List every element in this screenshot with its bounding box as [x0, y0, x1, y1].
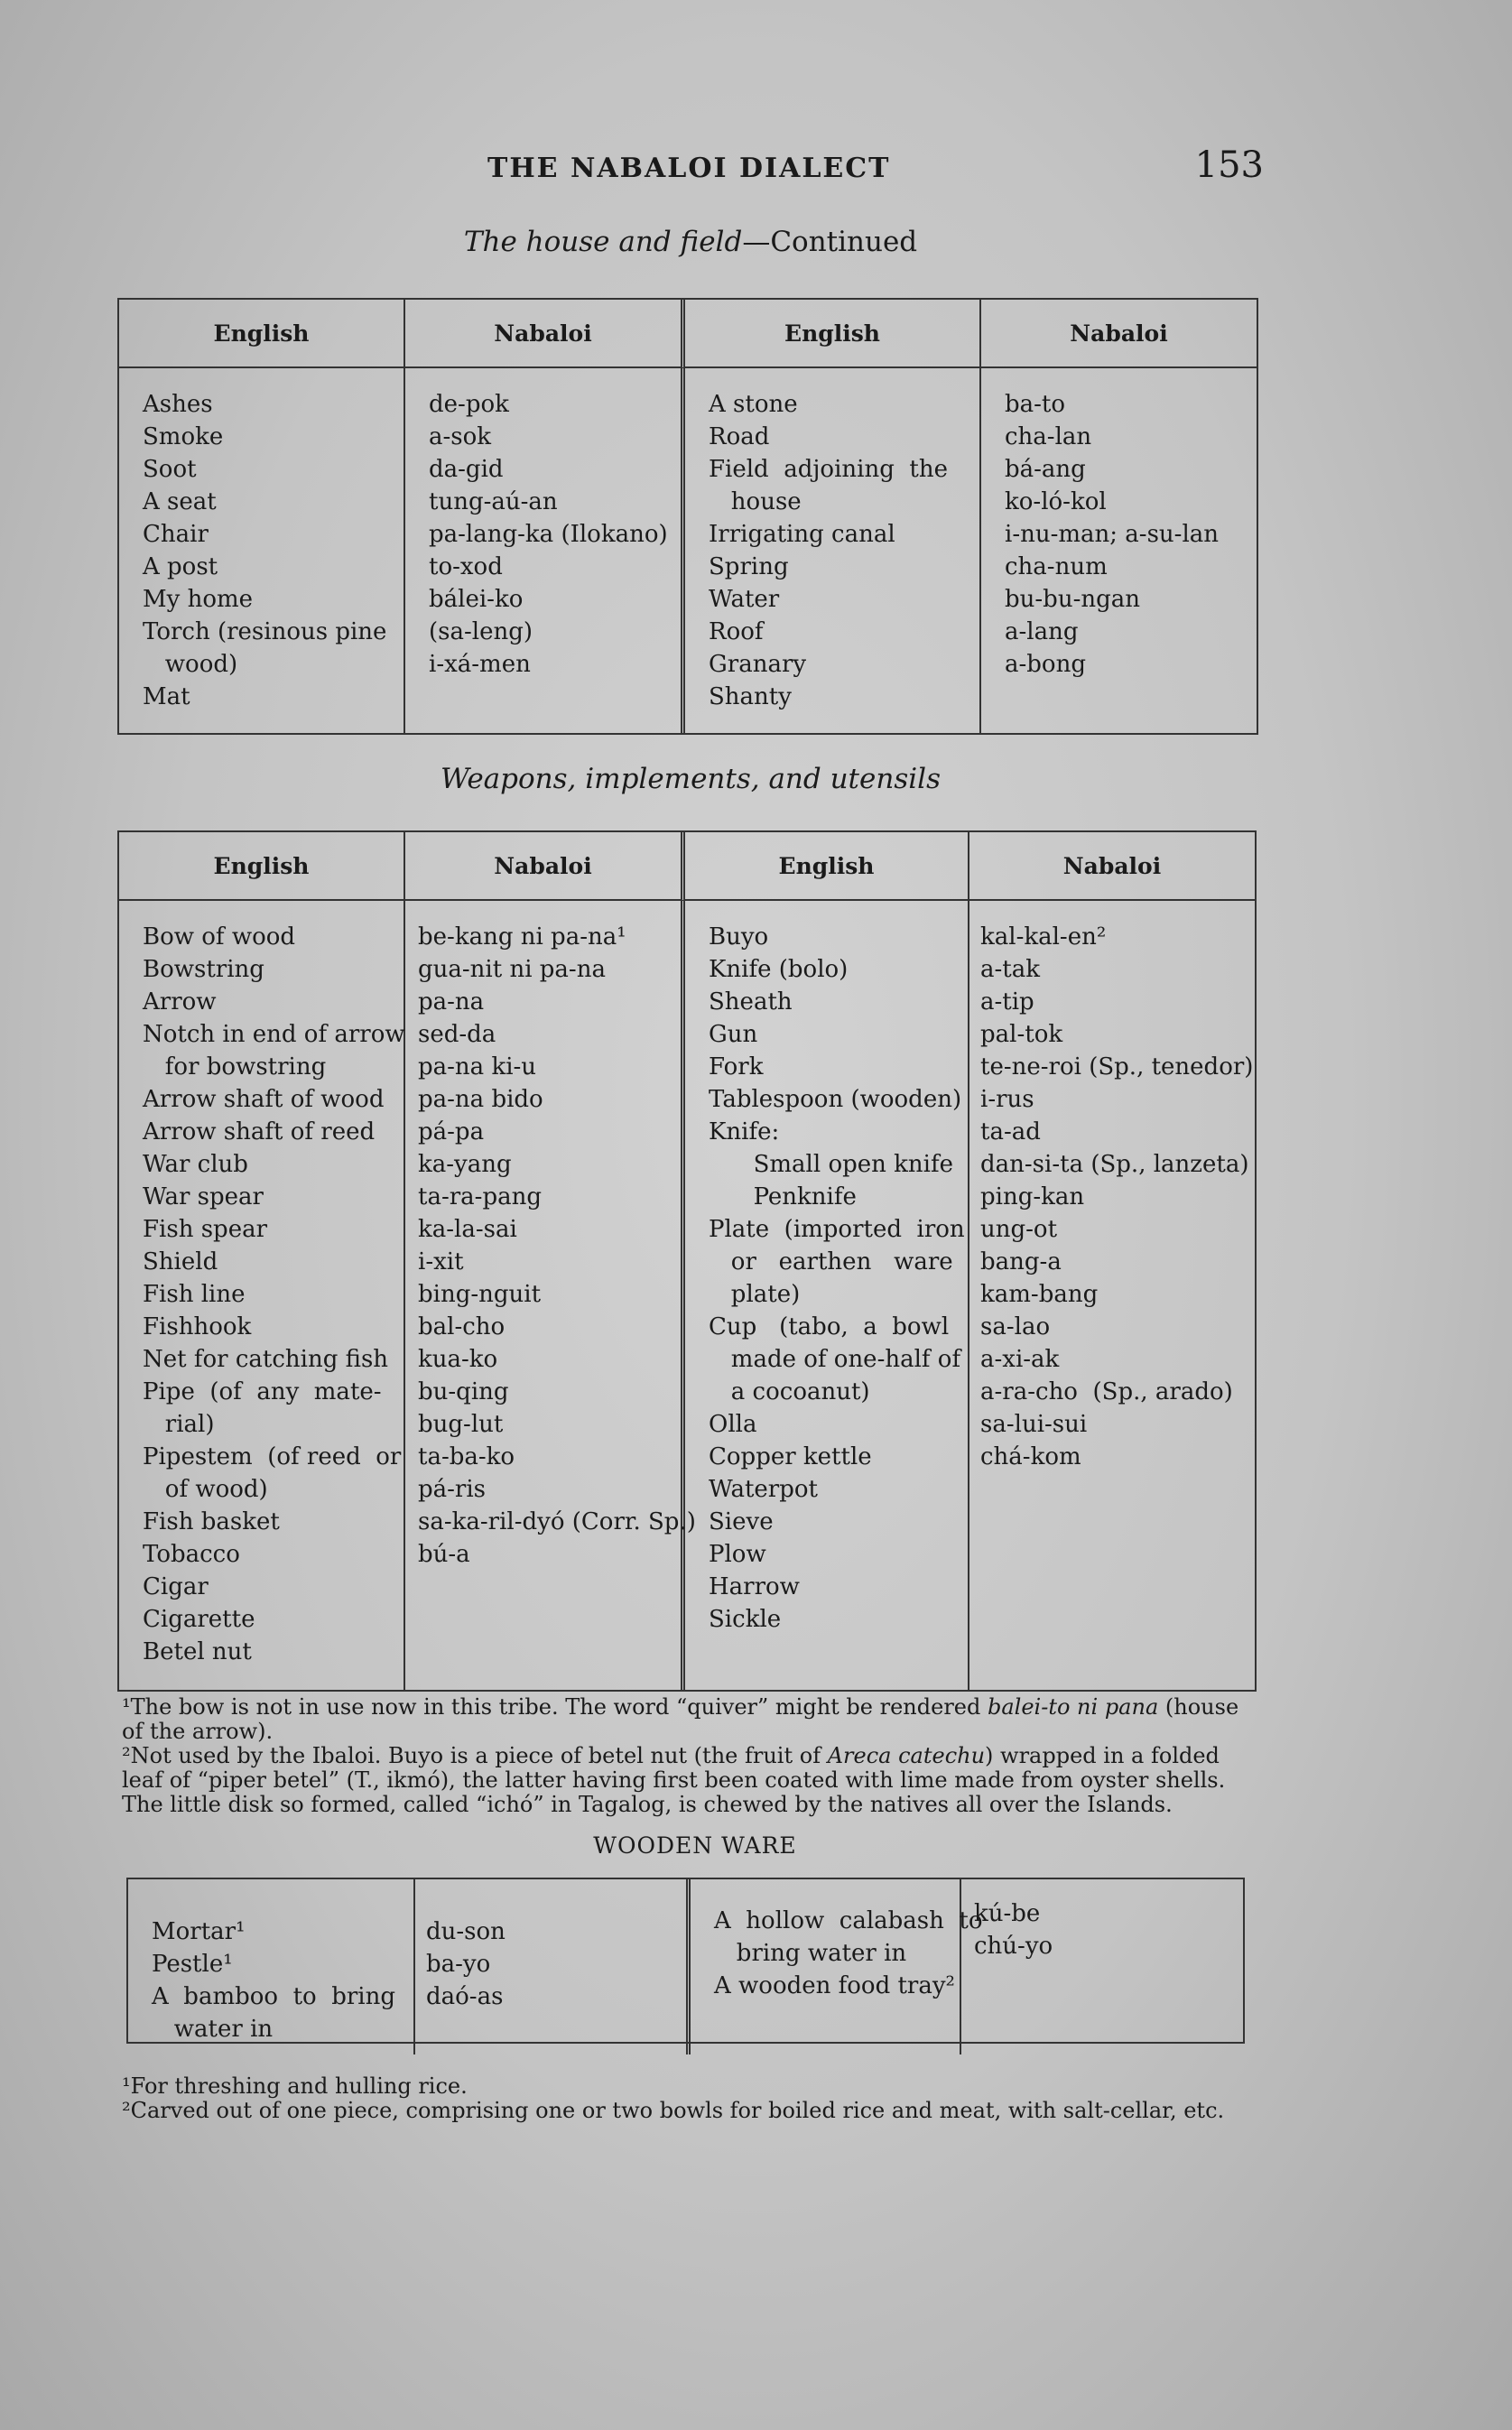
table-cell: Cigarette — [143, 1606, 255, 1633]
table-cell: Penknife — [709, 1183, 857, 1210]
footnote-1: ¹For threshing and hulling rice. — [122, 2073, 468, 2099]
table-cell: bú-a — [418, 1541, 470, 1568]
table-cell: plate) — [709, 1281, 801, 1308]
table-cell: te-ne-roi (Sp., tenedor) — [980, 1053, 1254, 1081]
table-cell: Cigar — [143, 1573, 209, 1600]
table-cell: Plow — [709, 1541, 766, 1568]
table-cell: Bow of wood — [143, 923, 296, 951]
table-cell: Roof — [709, 618, 764, 645]
wooden-ware-table — [126, 1878, 1245, 2044]
table-cell: dan-si-ta (Sp., lanzeta) — [980, 1151, 1249, 1178]
table-cell: i-nu-man; a-su-lan — [1005, 521, 1220, 548]
table-cell: Harrow — [709, 1573, 800, 1600]
table-cell: house — [709, 488, 802, 515]
table-cell: daó-as — [426, 1983, 504, 2010]
table-cell: pa-na ki-u — [418, 1053, 537, 1081]
table-cell: bálei-ko — [429, 586, 524, 613]
house-col-nabaloi-1 — [405, 368, 685, 733]
table-cell: sed-da — [418, 1021, 496, 1048]
table-cell: a-xi-ak — [980, 1346, 1060, 1373]
table-cell: Cup (tabo, a bowl — [709, 1313, 950, 1340]
table-cell: i-rus — [980, 1086, 1034, 1113]
table-cell: a cocoanut) — [709, 1378, 870, 1405]
table-cell: bá-ang — [1005, 456, 1086, 483]
table-cell: Tobacco — [143, 1541, 240, 1568]
table-cell: Sheath — [709, 988, 793, 1016]
header-nabaloi: Nabaloi — [405, 832, 685, 901]
table-cell: ka-la-sai — [418, 1216, 517, 1243]
table-cell: My home — [143, 586, 254, 613]
table-cell: Spring — [709, 553, 789, 580]
table-cell: Chair — [143, 521, 209, 548]
table-cell: Mat — [143, 683, 190, 710]
table-cell: Waterpot — [709, 1476, 818, 1503]
house-col-nabaloi-2 — [981, 368, 1257, 733]
table-cell: a-lang — [1005, 618, 1079, 645]
table-cell: du-son — [426, 1918, 506, 1945]
table-cell: (sa-leng) — [429, 618, 533, 645]
table-cell: cha-num — [1005, 553, 1108, 580]
table-cell: Pestle¹ — [152, 1951, 233, 1978]
table-cell: War club — [143, 1151, 248, 1178]
weapons-col-nabaloi-2 — [969, 901, 1255, 1690]
table-cell: sa-ka-ril-dyó (Corr. Sp.) — [418, 1508, 696, 1535]
header-english: English — [119, 300, 405, 368]
table-cell: pa-na bido — [418, 1086, 543, 1113]
table-cell: Smoke — [143, 423, 224, 450]
house-table — [117, 298, 1258, 735]
table-cell: cha-lan — [1005, 423, 1092, 450]
footnote-2: ²Not used by the Ibaloi. Buyo is a piece of betel nut (the fruit of Areca catechu) wrapped in a folded leaf of “piper betel” (T., ikmó), the latter having first been coated with lime made from oyster shells. The little disk so formed, called “ichó” in Tagalog, is chewed by the natives all over the Islands. — [122, 1743, 1226, 1817]
table-cell: Field adjoining the — [709, 456, 948, 483]
house-col-english-1 — [119, 368, 405, 733]
table-cell: Shanty — [709, 683, 792, 710]
table-cell: Irrigating canal — [709, 521, 895, 548]
table-cell: kam-bang — [980, 1281, 1099, 1308]
table-cell: Shield — [143, 1248, 218, 1275]
table-cell: bu-qing — [418, 1378, 509, 1405]
table-cell: Gun — [709, 1021, 758, 1048]
weapons-table — [117, 830, 1257, 1692]
table-cell: ba-to — [1005, 391, 1066, 418]
house-caption: The house and field—Continued — [463, 226, 918, 258]
table-cell: ping-kan — [980, 1183, 1085, 1210]
table-cell: ung-ot — [980, 1216, 1058, 1243]
table-cell: Arrow shaft of reed — [143, 1118, 376, 1145]
table-cell: Sieve — [709, 1508, 774, 1535]
header-english: English — [685, 300, 981, 368]
table-cell: gua-nit ni pa-na — [418, 956, 606, 983]
table-cell: bu-bu-ngan — [1005, 586, 1140, 613]
table-cell: Net for catching fish — [143, 1346, 389, 1373]
table-cell: Small open knife — [709, 1151, 953, 1178]
weapons-footnotes — [122, 1695, 1250, 1817]
table-cell: bug-lut — [418, 1411, 504, 1438]
table-cell: Betel nut — [143, 1638, 252, 1665]
weapons-caption: Weapons, implements, and utensils — [441, 763, 941, 795]
table-cell: bing-nguit — [418, 1281, 542, 1308]
table-cell: bang-a — [980, 1248, 1062, 1275]
table-cell: Ashes — [143, 391, 213, 418]
table-cell: de-pok — [429, 391, 509, 418]
table-cell: sa-lao — [980, 1313, 1051, 1340]
table-cell: A seat — [143, 488, 217, 515]
table-cell: pa-lang-ka (Ilokano) — [429, 521, 668, 548]
table-cell: kú-be — [974, 1900, 1041, 1927]
table-cell: bal-cho — [418, 1313, 506, 1340]
table-cell: tung-aú-an — [429, 488, 558, 515]
header-english: English — [119, 832, 405, 901]
table-cell: Arrow — [143, 988, 217, 1016]
weapons-col-nabaloi-1 — [405, 901, 696, 1690]
table-cell: a-bong — [1005, 651, 1086, 678]
table-cell: Fish line — [143, 1281, 246, 1308]
wooden-footnotes — [122, 2074, 1246, 2123]
table-cell: A post — [143, 553, 218, 580]
table-cell: Notch in end of arrow — [143, 1021, 405, 1048]
table-cell: A wooden food tray² — [714, 1972, 955, 1999]
table-cell: ta-ad — [980, 1118, 1041, 1145]
table-cell: pá-pa — [418, 1118, 485, 1145]
table-cell: Pipestem (of reed or — [143, 1443, 402, 1470]
table-cell: ka-yang — [418, 1151, 512, 1178]
weapons-col-english-2 — [685, 901, 969, 1690]
table-cell: a-tip — [980, 988, 1034, 1016]
table-cell: wood) — [143, 651, 238, 678]
table-cell: Plate (imported iron — [709, 1216, 965, 1243]
table-cell: ta-ra-pang — [418, 1183, 542, 1210]
table-cell: sa-lui-sui — [980, 1411, 1088, 1438]
table-cell: Fish spear — [143, 1216, 268, 1243]
table-cell: chú-yo — [974, 1933, 1053, 1960]
table-cell: Soot — [143, 456, 197, 483]
wooden-col-nabaloi-1 — [415, 1879, 691, 2054]
table-cell: Knife: — [709, 1118, 780, 1145]
table-cell: A hollow calabash to — [714, 1907, 983, 1934]
table-cell: Copper kettle — [709, 1443, 872, 1470]
table-cell: Fork — [709, 1053, 764, 1081]
table-cell: pa-na — [418, 988, 485, 1016]
table-cell: da-gid — [429, 456, 504, 483]
table-cell: ko-ló-kol — [1005, 488, 1107, 515]
table-cell: be-kang ni pa-na¹ — [418, 923, 626, 951]
table-cell: Pipe (of any mate- — [143, 1378, 382, 1405]
table-cell: A stone — [709, 391, 798, 418]
table-cell: a-ra-cho (Sp., arado) — [980, 1378, 1233, 1405]
table-cell: water in — [152, 2016, 274, 2043]
table-cell: chá-kom — [980, 1443, 1081, 1470]
header-nabaloi: Nabaloi — [405, 300, 685, 368]
table-cell: ba-yo — [426, 1951, 491, 1978]
wooden-ware-title: WOODEN WARE — [593, 1832, 797, 1859]
table-cell: pal-tok — [980, 1021, 1063, 1048]
table-cell: Bowstring — [143, 956, 264, 983]
table-cell: a-sok — [429, 423, 492, 450]
wooden-col-english-2 — [691, 1879, 983, 2054]
house-col-english-2 — [685, 368, 981, 733]
page-number: 153 — [1194, 144, 1264, 186]
table-cell: rial) — [143, 1411, 215, 1438]
header-nabaloi: Nabaloi — [969, 832, 1255, 901]
table-cell: Road — [709, 423, 770, 450]
table-cell: kua-ko — [418, 1346, 498, 1373]
table-cell: i-xá-men — [429, 651, 531, 678]
footnote-1: ¹The bow is not in use now in this tribe. The word “quiver” might be rendered balei-to ni pana (house of the arrow). — [122, 1694, 1239, 1744]
table-cell: A bamboo to bring — [152, 1983, 395, 2010]
table-cell: Sickle — [709, 1606, 782, 1633]
table-cell: a-tak — [980, 956, 1040, 983]
table-cell: Knife (bolo) — [709, 956, 849, 983]
table-cell: made of one-half of — [709, 1346, 961, 1373]
table-cell: Buyo — [709, 923, 769, 951]
table-cell: Granary — [709, 651, 807, 678]
table-cell: Tablespoon (wooden) — [709, 1086, 962, 1113]
table-cell: Olla — [709, 1411, 757, 1438]
table-cell: Mortar¹ — [152, 1918, 246, 1945]
table-cell: or earthen ware — [709, 1248, 953, 1275]
table-cell: Water — [709, 586, 780, 613]
page-header — [487, 144, 1264, 186]
table-cell: bring water in — [714, 1940, 907, 1967]
header-nabaloi: Nabaloi — [981, 300, 1257, 368]
table-cell: to-xod — [429, 553, 503, 580]
table-cell: pá-ris — [418, 1476, 487, 1503]
table-cell: Fishhook — [143, 1313, 252, 1340]
wooden-col-nabaloi-2 — [961, 1879, 1243, 2054]
header-english: English — [685, 832, 969, 901]
table-cell: of wood) — [143, 1476, 268, 1503]
table-cell: War spear — [143, 1183, 264, 1210]
table-cell: kal-kal-en² — [980, 923, 1107, 951]
wooden-col-english-1 — [128, 1879, 415, 2054]
footnote-2: ²Carved out of one piece, comprising one or two bowls for boiled rice and meat, with salt-cellar, etc. — [122, 2098, 1225, 2123]
table-cell: ta-ba-ko — [418, 1443, 515, 1470]
table-cell: Torch (resinous pine — [143, 618, 387, 645]
table-cell: i-xit — [418, 1248, 464, 1275]
table-cell: for bowstring — [143, 1053, 327, 1081]
running-head: THE NABALOI DIALECT — [487, 153, 891, 184]
table-cell: Arrow shaft of wood — [143, 1086, 385, 1113]
weapons-col-english-1 — [119, 901, 405, 1690]
table-cell: Fish basket — [143, 1508, 280, 1535]
